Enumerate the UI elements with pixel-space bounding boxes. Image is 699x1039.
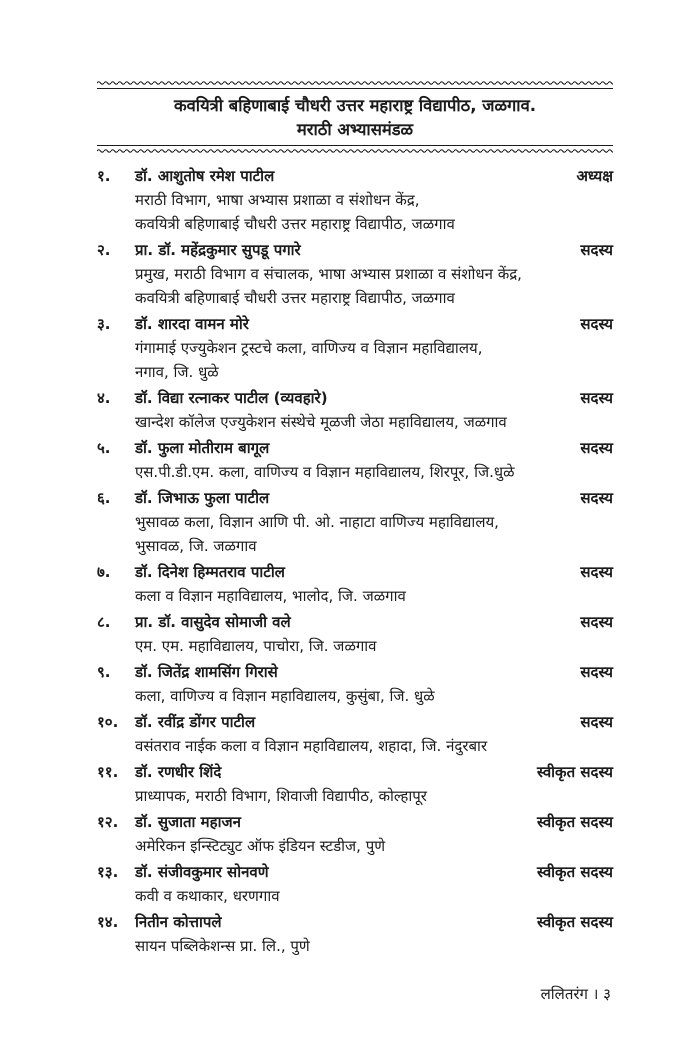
- member-details: [135, 410, 613, 434]
- member-row: [97, 312, 613, 336]
- member-entry: [97, 164, 613, 236]
- member-details: [135, 934, 613, 958]
- member-entry: [97, 386, 613, 434]
- university-title: कवयित्री बहिणाबाई चौधरी उत्तर महाराष्ट्र विद्यापीठ, जळगाव.: [173, 96, 537, 115]
- member-name: डॉ. जिभाऊ फुला पाटील: [135, 489, 270, 507]
- member-detail-line: वसंतराव नाईक कला व विज्ञान महाविद्यालय, शहादा, जि. नंदुरबार: [135, 737, 488, 755]
- member-number: १४.: [97, 913, 119, 931]
- member-row: [97, 660, 613, 684]
- wavy-rule-bottom-icon: [97, 148, 613, 154]
- member-entry: [97, 610, 613, 658]
- member-role: सदस्य: [580, 489, 613, 507]
- header: [97, 80, 613, 154]
- member-row: [97, 860, 613, 884]
- member-role: सदस्य: [580, 663, 613, 681]
- member-role: सदस्य: [580, 563, 613, 581]
- member-name: प्रा. डॉ. वासुदेव सोमाजी वले: [135, 613, 291, 631]
- member-role: स्वीकृत सदस्य: [537, 913, 613, 931]
- member-details: [135, 584, 613, 608]
- member-row: [97, 238, 613, 262]
- member-role: स्वीकृत सदस्य: [537, 763, 613, 781]
- member-detail-line: भुसावळ, जि. जळगाव: [135, 537, 257, 555]
- member-role: सदस्य: [580, 241, 613, 259]
- member-details: [135, 784, 613, 808]
- member-entry: [97, 910, 613, 958]
- member-name: डॉ. जितेंद्र शामसिंग गिरासे: [135, 663, 278, 681]
- member-entry: [97, 436, 613, 484]
- member-number: ३.: [97, 315, 111, 333]
- member-detail-line: कवी व कथाकार, धरणगाव: [135, 887, 280, 905]
- member-number: ६.: [97, 489, 111, 507]
- member-entry: [97, 486, 613, 558]
- member-name: डॉ. फुला मोतीराम बागूल: [135, 439, 270, 457]
- member-detail-line: अमेरिकन इन्स्टिट्युट ऑफ इंडियन स्टडीज, पुणे: [135, 837, 386, 855]
- member-detail-line: एम. एम. महाविद्यालय, पाचोरा, जि. जळगाव: [135, 637, 377, 655]
- member-details: [135, 884, 613, 908]
- member-details: [135, 262, 613, 310]
- footer-text: ललितरंग । ३: [540, 985, 611, 1003]
- member-details: [135, 510, 613, 558]
- member-entry: [97, 238, 613, 310]
- member-name: प्रा. डॉ. महेंद्रकुमार सुपडू पगारे: [135, 241, 301, 259]
- member-name: डॉ. रणधीर शिंदे: [135, 763, 222, 781]
- member-name: डॉ. शारदा वामन मोरे: [135, 315, 249, 333]
- member-row: [97, 560, 613, 584]
- member-name: नितीन कोत्तापले: [135, 913, 222, 931]
- member-number: १०.: [97, 713, 119, 731]
- member-role: सदस्य: [580, 439, 613, 457]
- member-detail-line: खान्देश कॉलेज एज्युकेशन संस्थेचे मूळजी जेठा महाविद्यालय, जळगाव: [135, 413, 507, 431]
- member-number: १३.: [97, 863, 119, 881]
- member-role: स्वीकृत सदस्य: [537, 863, 613, 881]
- member-row: [97, 610, 613, 634]
- header-titles: [97, 89, 613, 145]
- member-name: डॉ. सुजाता महाजन: [135, 813, 241, 831]
- member-details: [135, 460, 613, 484]
- member-role: अध्यक्ष: [576, 167, 613, 185]
- member-name: डॉ. विद्या रत्नाकर पाटील (व्यवहारे): [135, 389, 328, 407]
- member-row: [97, 910, 613, 934]
- member-row: [97, 436, 613, 460]
- board-title: मराठी अभ्यासमंडळ: [296, 120, 414, 139]
- member-details: [135, 634, 613, 658]
- member-details: [135, 188, 613, 236]
- member-name: डॉ. रवींद्र डोंगर पाटील: [135, 713, 256, 731]
- member-detail-line: कवयित्री बहिणाबाई चौधरी उत्तर महाराष्ट्र विद्यापीठ, जळगाव: [135, 289, 455, 307]
- member-role: सदस्य: [580, 389, 613, 407]
- member-details: [135, 834, 613, 858]
- member-number: १.: [97, 167, 111, 185]
- member-number: ९.: [97, 663, 111, 681]
- member-detail-line: प्राध्यापक, मराठी विभाग, शिवाजी विद्यापीठ, कोल्हापूर: [135, 787, 427, 805]
- member-name: डॉ. दिनेश हिम्मतराव पाटील: [135, 563, 285, 581]
- member-number: २.: [97, 241, 111, 259]
- member-entry: [97, 560, 613, 608]
- member-row: [97, 486, 613, 510]
- page-content: [97, 80, 613, 1004]
- member-number: १२.: [97, 813, 119, 831]
- member-number: ८.: [97, 613, 111, 631]
- member-detail-line: गंगामाई एज्युकेशन ट्रस्टचे कला, वाणिज्य व विज्ञान महाविद्यालय,: [135, 339, 483, 357]
- member-detail-line: प्रमुख, मराठी विभाग व संचालक, भाषा अभ्यास प्रशाळा व संशोधन केंद्र,: [135, 265, 522, 283]
- member-detail-line: मराठी विभाग, भाषा अभ्यास प्रशाळा व संशोधन केंद्र,: [135, 191, 420, 209]
- member-detail-line: एस.पी.डी.एम. कला, वाणिज्य व विज्ञान महाविद्यालय, शिरपूर, जि.धुळे: [135, 463, 515, 481]
- member-list: [97, 164, 613, 958]
- member-row: [97, 810, 613, 834]
- member-number: ७.: [97, 563, 111, 581]
- member-entry: [97, 860, 613, 908]
- member-detail-line: नगाव, जि. धुळे: [135, 363, 219, 381]
- member-name: डॉ. आशुतोष रमेश पाटील: [135, 167, 275, 185]
- member-details: [135, 336, 613, 384]
- member-number: ५.: [97, 439, 111, 457]
- member-details: [135, 734, 613, 758]
- member-row: [97, 710, 613, 734]
- member-role: सदस्य: [580, 713, 613, 731]
- member-number: ११.: [97, 763, 119, 781]
- member-row: [97, 760, 613, 784]
- horizontal-rule-bottom: [97, 145, 613, 146]
- member-entry: [97, 312, 613, 384]
- member-detail-line: कला, वाणिज्य व विज्ञान महाविद्यालय, कुसुंबा, जि. धुळे: [135, 687, 435, 705]
- member-entry: [97, 660, 613, 708]
- member-detail-line: कला व विज्ञान महाविद्यालय, भालोद, जि. जळगाव: [135, 587, 406, 605]
- member-detail-line: भुसावळ कला, विज्ञान आणि पी. ओ. नाहाटा वाणिज्य महाविद्यालय,: [135, 513, 499, 531]
- member-row: [97, 386, 613, 410]
- member-role: सदस्य: [580, 315, 613, 333]
- member-number: ४.: [97, 389, 111, 407]
- member-detail-line: कवयित्री बहिणाबाई चौधरी उत्तर महाराष्ट्र विद्यापीठ, जळगाव: [135, 215, 455, 233]
- member-details: [135, 684, 613, 708]
- member-role: स्वीकृत सदस्य: [537, 813, 613, 831]
- page-footer: [97, 984, 613, 1004]
- member-name: डॉ. संजीवकुमार सोनवणे: [135, 863, 269, 881]
- member-entry: [97, 710, 613, 758]
- member-detail-line: सायन पब्लिकेशन्स प्रा. लि., पुणे: [135, 937, 310, 955]
- wavy-rule-top-icon: [97, 80, 613, 86]
- member-entry: [97, 760, 613, 808]
- member-role: सदस्य: [580, 613, 613, 631]
- member-row: [97, 164, 613, 188]
- member-entry: [97, 810, 613, 858]
